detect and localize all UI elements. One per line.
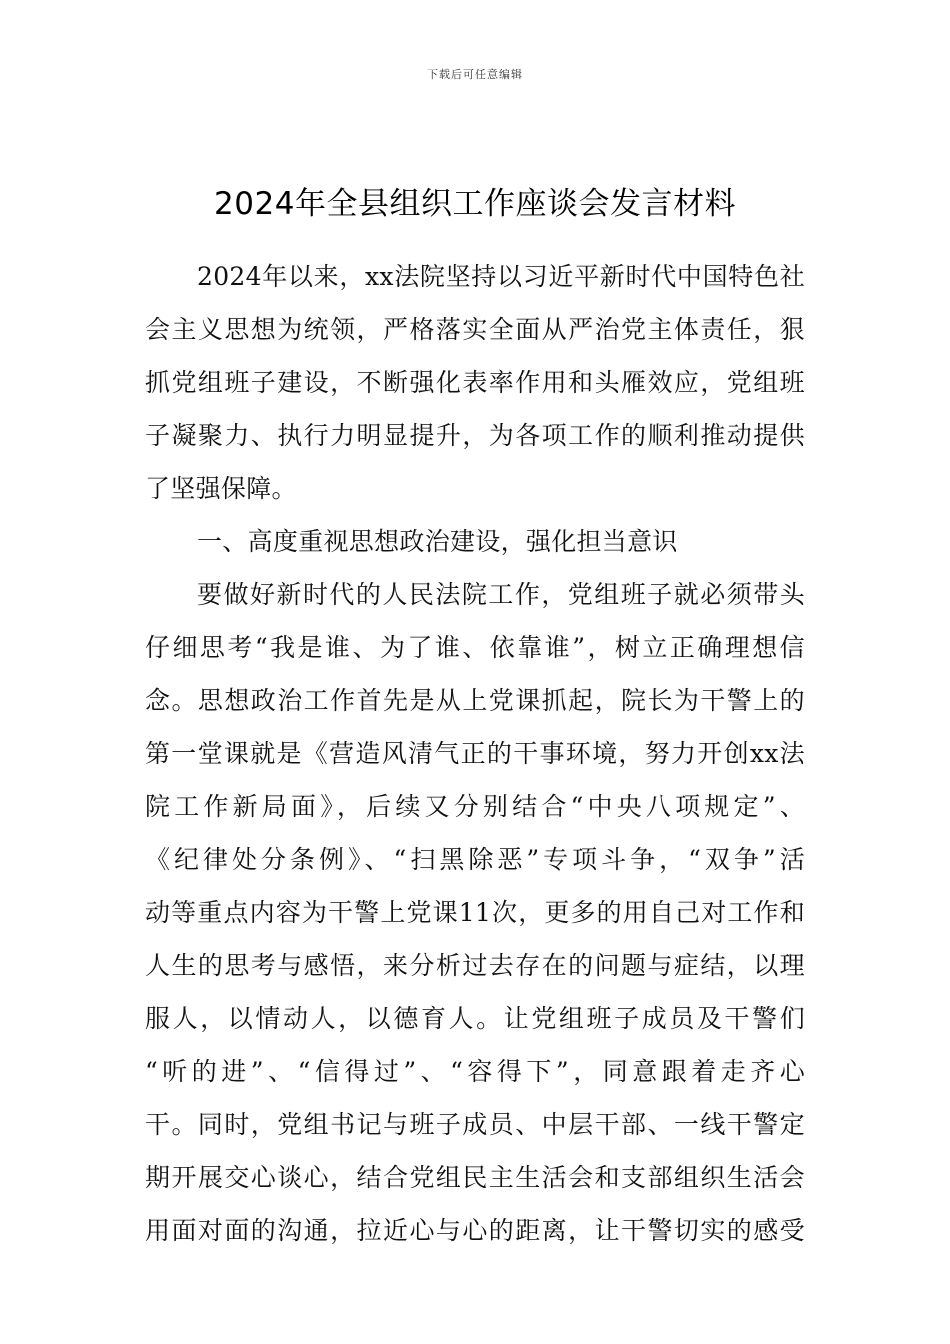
paragraph-line: 第一堂课就是《营造风清气正的干事环境，努力开创xx法 (145, 739, 805, 768)
paragraph-line: 会主义思想为统领，严格落实全面从严治党主体责任，狠 (145, 315, 805, 344)
paragraph-line: 了坚强保障。 (145, 474, 297, 503)
paragraph-line: 抓党组班子建设，不断强化表率作用和头雁效应，党组班 (145, 368, 805, 397)
paragraph-line: 子凝聚力、执行力明显提升，为各项工作的顺利推动提供 (145, 421, 805, 450)
paragraph-line: 动等重点内容为干警上党课11次，更多的用自己对工作和 (145, 898, 805, 927)
paragraph-line: 院工作新局面》，后续又分别结合“中央八项规定”、 (145, 792, 805, 821)
paragraph-line: 《纪律处分条例》、“扫黑除恶”专项斗争，“双争”活 (145, 845, 805, 874)
paragraph-line: 期开展交心谈心，结合党组民主生活会和支部组织生活会 (145, 1163, 805, 1192)
paragraph-line: 仔细思考“我是谁、为了谁、依靠谁”，树立正确理想信 (145, 633, 805, 662)
document-title: 2024年全县组织工作座谈会发言材料 (214, 186, 736, 222)
paragraph-line: 念。思想政治工作首先是从上党课抓起，院长为干警上的 (145, 686, 805, 715)
paragraph-line: 2024年以来，xx法院坚持以习近平新时代中国特色社 (197, 262, 805, 291)
paragraph-line: 人生的思考与感悟，来分析过去存在的问题与症结，以理 (145, 951, 805, 980)
document-body (145, 250, 805, 1257)
paragraph-line: 要做好新时代的人民法院工作，党组班子就必须带头 (197, 580, 805, 609)
section-heading: 一、高度重视思想政治建设，强化担当意识 (197, 527, 678, 556)
paragraph-line: “听的进”、“信得过”、“容得下”，同意跟着走齐心 (145, 1057, 805, 1086)
paragraph-line: 干。同时，党组书记与班子成员、中层干部、一线干警定 (145, 1110, 805, 1139)
paragraph-line: 服人，以情动人，以德育人。让党组班子成员及干警们 (145, 1004, 805, 1033)
page-header: 下载后可任意编辑 (427, 68, 523, 81)
paragraph-line: 用面对面的沟通，拉近心与心的距离，让干警切实的感受 (145, 1216, 805, 1245)
